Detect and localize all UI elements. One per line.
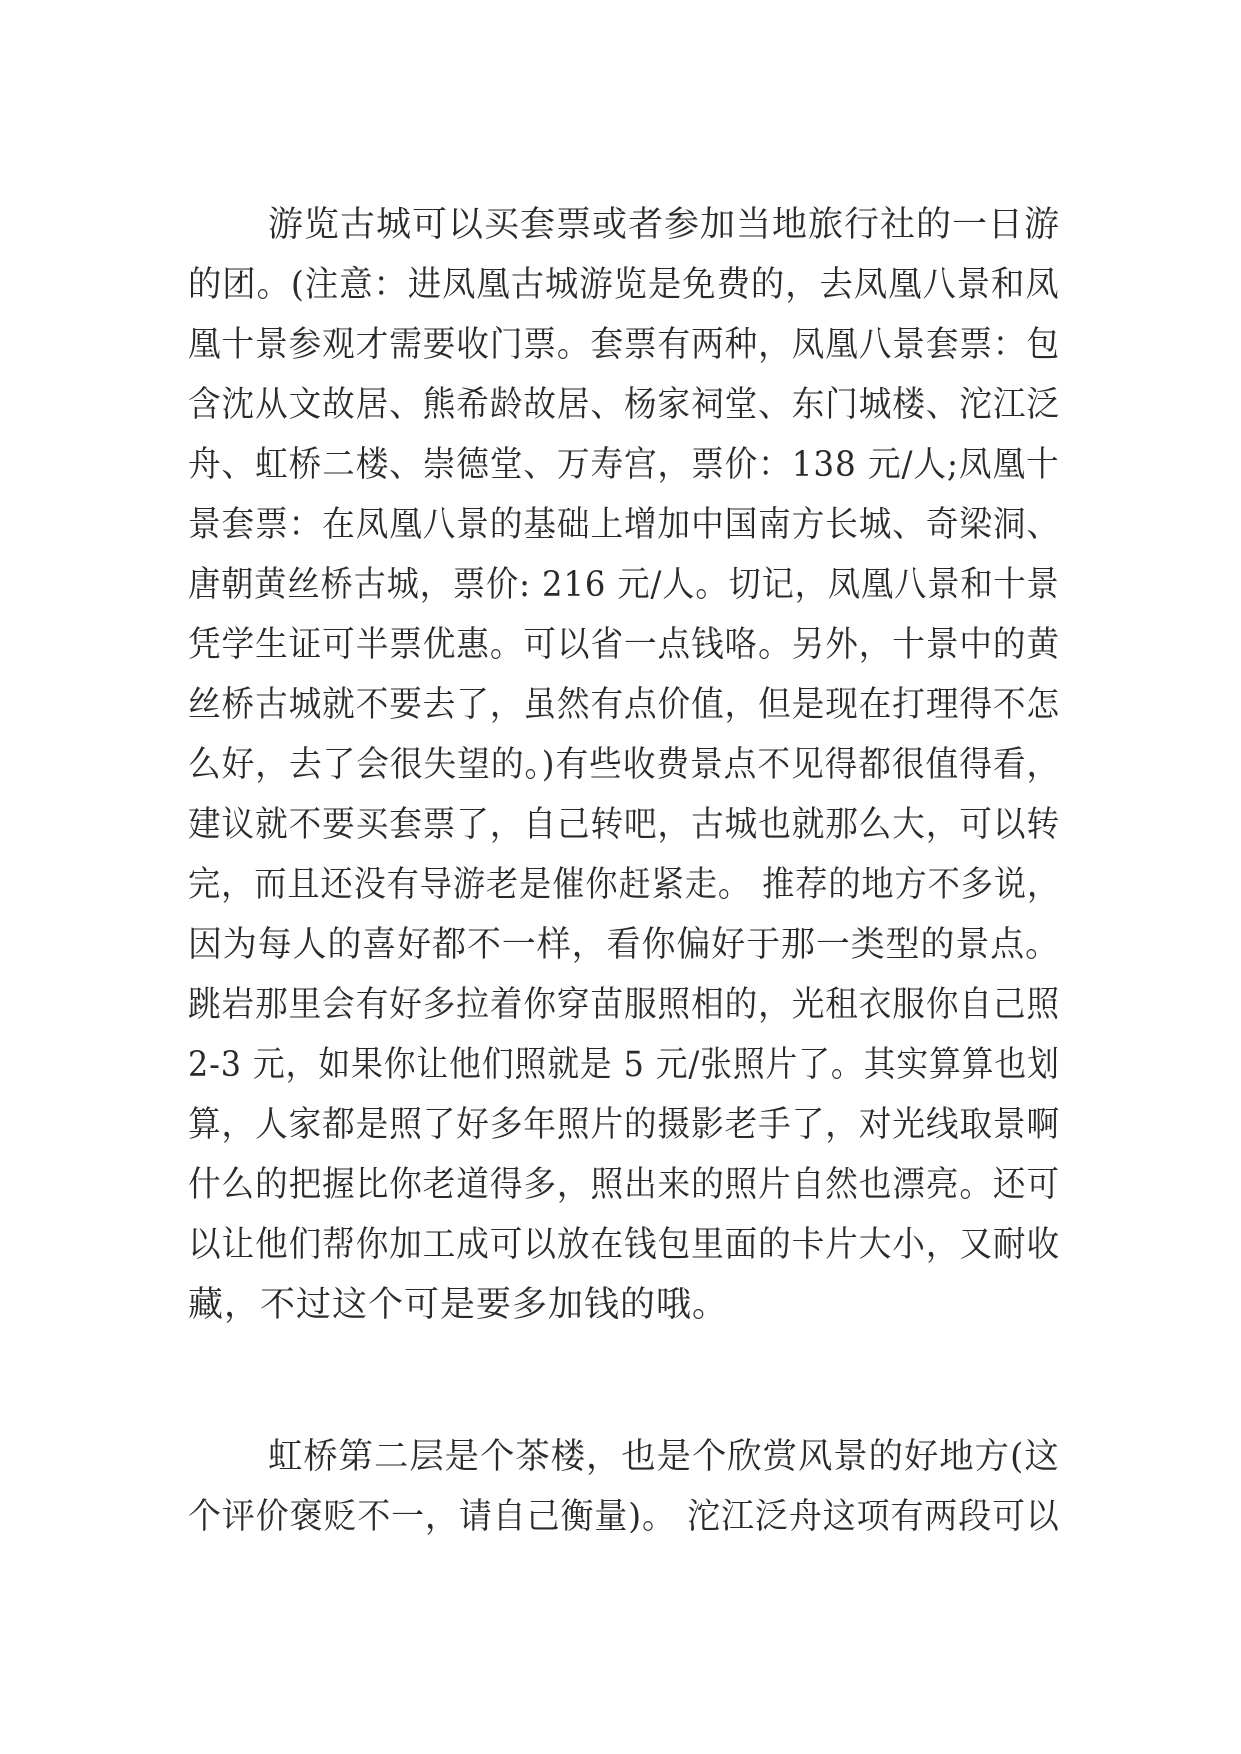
text-line: 丝桥古城就不要去了，虽然有点价值，但是现在打理得不怎: [188, 685, 1061, 725]
text-line: 唐朝黄丝桥古城，票价: 216 元/人。切记，凤凰八景和十景: [188, 565, 1060, 605]
text-line: 的团。(注意：进凤凰古城游览是免费的，去凤凰八景和凤: [188, 265, 1060, 305]
text-line: 游览古城可以买套票或者参加当地旅行社的一日游: [268, 205, 1061, 245]
text-line: 含沈从文故居、熊希龄故居、杨家祠堂、东门城楼、沱江泛: [188, 385, 1061, 425]
text-line: 凭学生证可半票优惠。可以省一点钱咯。另外，十景中的黄: [188, 625, 1061, 665]
text-line: 算，人家都是照了好多年照片的摄影老手了，对光线取景啊: [188, 1105, 1061, 1145]
text-line: 跳岩那里会有好多拉着你穿苗服照相的，光租衣服你自己照: [188, 985, 1061, 1025]
text-line: 么好，去了会很失望的。)有些收费景点不见得都很值得看，: [188, 745, 1061, 785]
text-line: 虹桥第二层是个茶楼，也是个欣赏风景的好地方(这: [268, 1437, 1060, 1477]
text-line: 因为每人的喜好都不一样，看你偏好于那一类型的景点。: [188, 925, 1061, 965]
text-line: 建议就不要买套票了，自己转吧，古城也就那么大，可以转: [188, 805, 1061, 845]
text-line: 以让他们帮你加工成可以放在钱包里面的卡片大小，又耐收: [188, 1225, 1061, 1265]
text-line: 2-3 元，如果你让他们照就是 5 元/张照片了。其实算算也划: [188, 1045, 1060, 1085]
text-line: 景套票：在凤凰八景的基础上增加中国南方长城、奇梁洞、: [188, 505, 1061, 545]
text-line: 舟、虹桥二楼、崇德堂、万寿宫，票价：138 元/人;凤凰十: [188, 445, 1060, 485]
text-line: 完，而且还没有导游老是催你赶紧走。 推荐的地方不多说，: [188, 865, 1061, 905]
text-line: 藏，不过这个可是要多加钱的哦。: [188, 1285, 729, 1325]
text-line: 凰十景参观才需要收门票。套票有两种，凤凰八景套票：包: [188, 325, 1061, 365]
text-line: 什么的把握比你老道得多，照出来的照片自然也漂亮。还可: [188, 1165, 1061, 1205]
text-line: 个评价褒贬不一，请自己衡量)。 沱江泛舟这项有两段可以: [188, 1497, 1060, 1537]
